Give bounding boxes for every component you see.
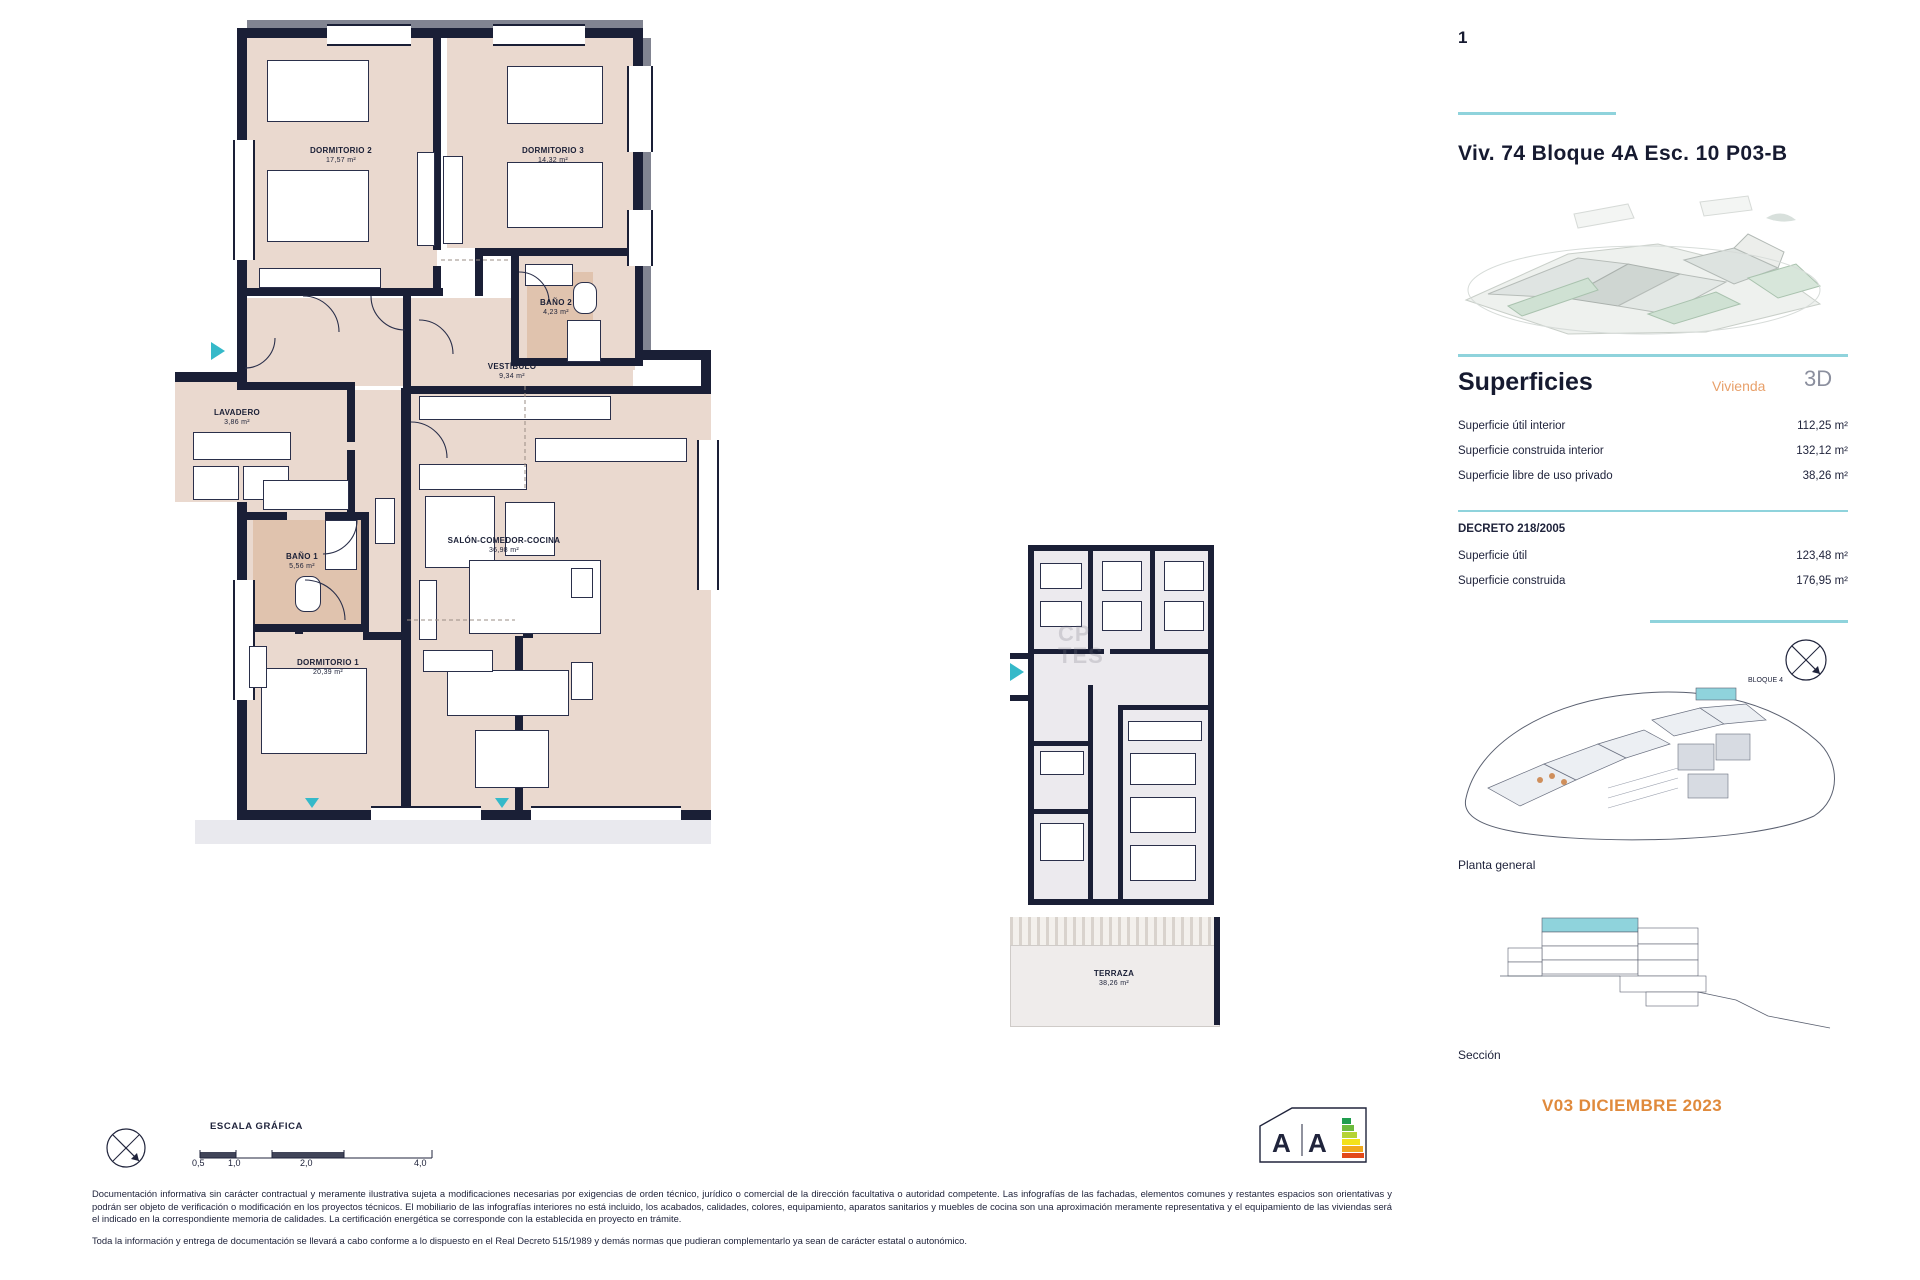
decreto-row-1-value: 176,95 m²: [1796, 575, 1848, 587]
mini-furn-7: [1040, 751, 1084, 775]
watermark: CP TES: [1058, 621, 1104, 668]
superficies-subtitle: Vivienda: [1712, 378, 1766, 394]
terrace-wall-left: [1028, 545, 1034, 905]
room-label-vestibulo: VESTÍBULO 9,34 m²: [487, 362, 537, 380]
decreto-title: DECRETO 218/2005: [1458, 523, 1566, 535]
scale-tick-1: 1,0: [228, 1158, 241, 1168]
terrace-wall-f: [1118, 705, 1123, 899]
mini-furn-8: [1040, 823, 1084, 861]
terrace-wall-right: [1208, 545, 1214, 905]
superficies-3d-label: 3D: [1804, 366, 1833, 391]
dwelling-title: Viv. 74 Bloque 4A Esc. 10 P03-B: [1458, 142, 1788, 165]
superficies-title: Superficies: [1458, 368, 1593, 396]
terrace-stripe: [1010, 917, 1218, 945]
keyplan-caption: Planta general: [1458, 858, 1536, 872]
view-arrow-dorm1: [305, 798, 319, 808]
terrace-edge-wall: [1214, 917, 1220, 1025]
mini-furn-1: [1040, 563, 1082, 589]
section-caption: Sección: [1458, 1048, 1501, 1062]
terrace-wall-g: [1118, 705, 1214, 710]
terrace-wall-e: [1088, 685, 1093, 899]
ground-band: [195, 820, 711, 844]
legal-notes: [92, 1188, 1392, 1256]
mini-furn-3: [1102, 561, 1142, 591]
room-label-bano-1: BAÑO 1 5,56 m²: [285, 552, 319, 570]
version-label: V03 DICIEMBRE 2023: [1542, 1096, 1723, 1115]
rule-decreto: [1458, 510, 1848, 512]
site-keyplan-graphic: [1448, 648, 1848, 848]
svg-text:A: A: [1272, 1128, 1291, 1158]
svg-text:A: A: [1308, 1128, 1327, 1158]
section-graphic: [1500, 900, 1840, 1040]
rule-keyplan: [1650, 620, 1848, 623]
scale-tick-2: 2,0: [300, 1158, 313, 1168]
decreto-row-1-label: Superficie construida: [1458, 575, 1566, 587]
scale-tick-0: 0,5: [192, 1158, 205, 1168]
superficie-row-2-label: Superficie libre de uso privado: [1458, 470, 1613, 482]
superficie-row-1-label: Superficie construida interior: [1458, 445, 1604, 457]
mini-furn-5: [1164, 561, 1204, 591]
mini-furn-6: [1164, 601, 1204, 631]
room-label-dormitorio-1: DORMITORIO 1 20,39 m²: [296, 658, 360, 676]
decreto-row-0-value: 123,48 m²: [1796, 550, 1848, 562]
building-3d-render: [1448, 182, 1848, 342]
north-compass-icon: [96, 1120, 156, 1178]
superficie-row-0-value: 112,25 m²: [1797, 420, 1848, 432]
room-label-terraza: TERRAZA 38,26 m²: [1093, 969, 1135, 987]
terrace-wall-i: [1034, 809, 1088, 814]
door-swings: [175, 20, 835, 850]
energy-rating-badge: [1258, 1106, 1368, 1164]
scale-tick-3: 4,0: [414, 1158, 427, 1168]
superficie-row-0-label: Superficie útil interior: [1458, 420, 1566, 432]
terrace-entry-arrow: [1010, 663, 1024, 681]
mini-furn-12: [1130, 845, 1196, 881]
terrace-nub-bottom: [1010, 695, 1034, 701]
room-label-dormitorio-2: DORMITORIO 2 17,57 m²: [309, 146, 373, 164]
mini-furn-11: [1130, 797, 1196, 833]
mini-furn-10: [1130, 753, 1196, 785]
room-label-bano-2: BAÑO 2 4,23 m²: [539, 298, 573, 316]
terrace-wall-b: [1150, 551, 1155, 649]
legal-note-2: Toda la información y entrega de documentación se llevará a cabo conforme a lo dispuesto en el Real Decreto 515/1989 y demás normas que pudieran complementarlo ya sean de carácter estatal o autonómico.: [92, 1234, 967, 1246]
superficie-row-1-value: 132,12 m²: [1796, 445, 1848, 457]
superficie-row-2-value: 38,26 m²: [1802, 470, 1848, 482]
main-floorplan: [175, 20, 835, 850]
info-panel: [1440, 20, 1860, 1260]
decreto-row-0-label: Superficie útil: [1458, 550, 1528, 562]
rule-above-title: [1458, 112, 1616, 115]
sheet-corner-mark: 1: [1458, 28, 1468, 47]
svg-text:BLOQUE 4: BLOQUE 4: [1748, 677, 1784, 684]
terrace-floorplan: [1010, 545, 1235, 1025]
room-label-dormitorio-3: DORMITORIO 3 14,32 m²: [521, 146, 585, 164]
entry-arrow: [211, 342, 225, 360]
room-label-salon: SALÓN-COMEDOR-COCINA 36,98 m²: [447, 536, 561, 554]
terrace-wall-h: [1034, 741, 1088, 746]
view-arrow-salon: [495, 798, 509, 808]
terrace-wall-bottom: [1028, 899, 1214, 905]
scale-title: ESCALA GRÁFICA: [210, 1121, 304, 1132]
terrace-wall-top: [1028, 545, 1214, 551]
legal-note-1: Documentación informativa sin carácter contractual y meramente ilustrativa sujeta a modificaciones necesarias por exigencias de orden técnico, jurídico o comercial de la dirección facultativa o autoridad competente. Las infografías de las fachadas, elementos comunes y restantes espacios son orientativas y podrán ser objeto de verificación o modificación en los proyectos técnicos. El mobiliario de las infografías interiores no está incluido, los acabados, calidades, colores, equipamiento, aparatos sanitarios y muebles de cocina son una aproximación meramente representativa y el equipamiento de las viviendas será el indicado en la correspondiente memoria de calidades. La certificación energética se corresponde con la establecida en proyecto en trámite.: [92, 1188, 1392, 1225]
terrace-nub-top: [1010, 653, 1034, 659]
mini-furn-9: [1128, 721, 1202, 741]
rule-superficies: [1458, 354, 1848, 357]
room-label-lavadero: LAVADERO 3,86 m²: [213, 408, 261, 426]
